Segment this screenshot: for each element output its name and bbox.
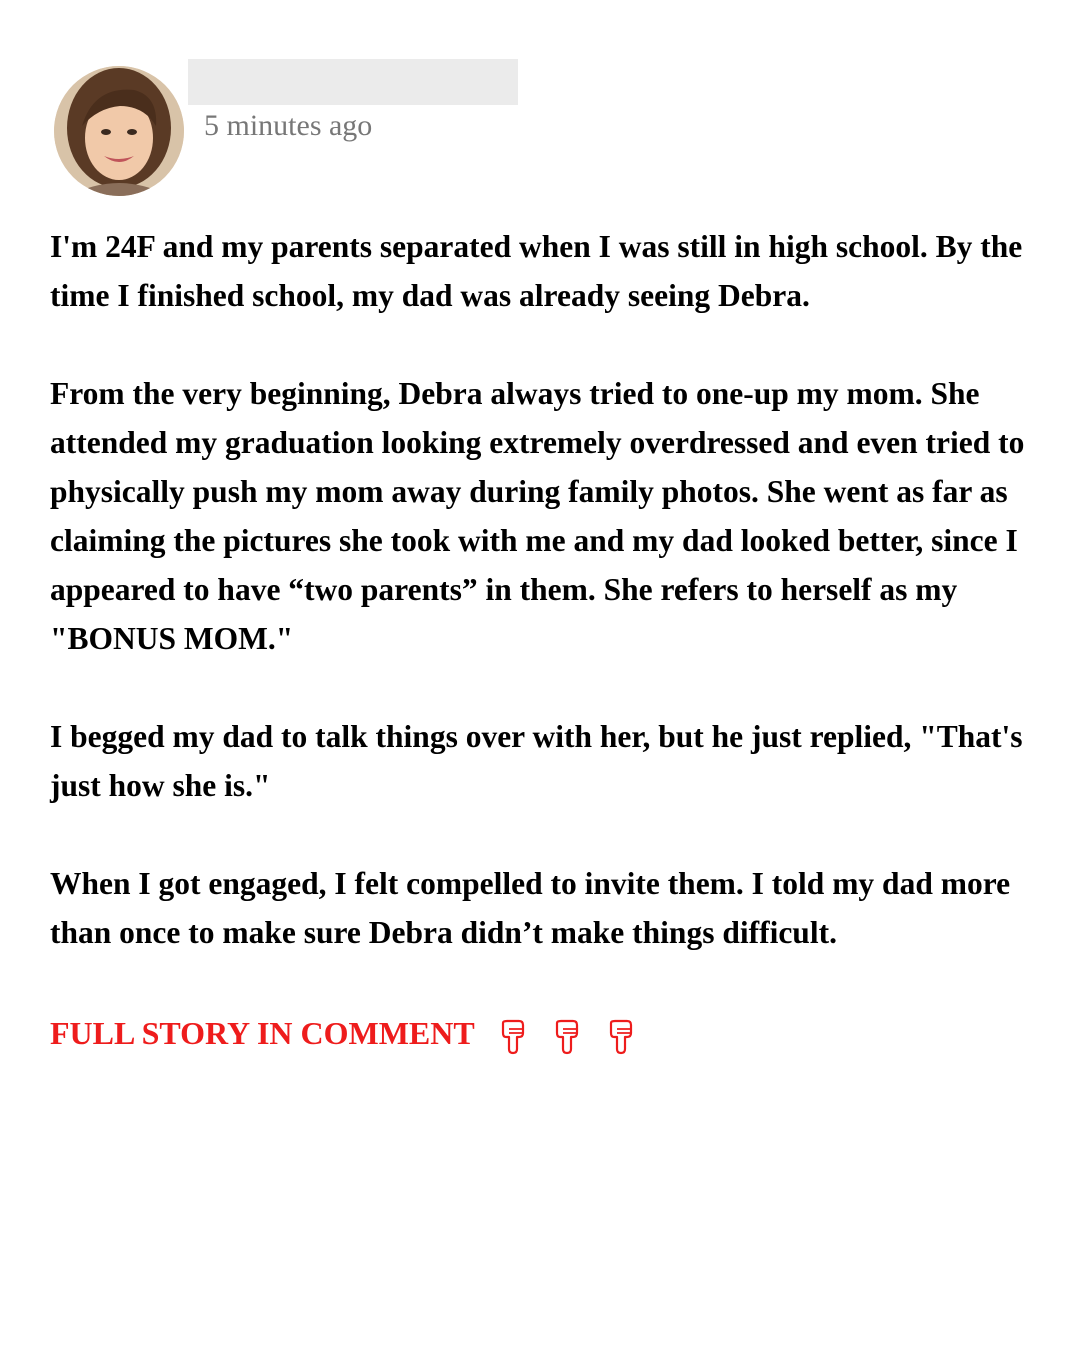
post-header: [54, 66, 1034, 198]
full-story-cta[interactable]: [50, 1006, 649, 1058]
avatar[interactable]: [54, 66, 184, 196]
pointing-hands: [495, 1009, 649, 1058]
avatar-portrait: [54, 66, 184, 196]
cta-label: FULL STORY IN COMMENT: [50, 1015, 475, 1052]
paragraph: I'm 24F and my parents separated when I was still in high school. By the time I finished school, my dad was already seeing Debra.: [50, 229, 1023, 313]
timestamp: 5 minutes ago: [204, 109, 373, 142]
hand-pointing-down-icon: [549, 1019, 585, 1055]
paragraph: When I got engaged, I felt compelled to invite them. I told my dad more than once to make sure Debra didn’t make things difficult.: [50, 866, 1011, 950]
post-body: [50, 222, 1035, 1006]
paragraph: I begged my dad to talk things over with her, but he just replied, "That's just how she is.": [50, 719, 1023, 803]
username-placeholder[interactable]: [188, 59, 518, 105]
hand-pointing-down-icon: [603, 1019, 639, 1055]
paragraph: From the very beginning, Debra always tried to one-up my mom. She attended my graduation looking extremely overdressed and even tried to physically push my mom away during family photos. She went as far as claiming the pictures she took with me and my dad looked better, since I appeared to have “two parents” in them. She refers to herself as my "BONUS MOM.": [50, 376, 1025, 656]
hand-pointing-down-icon: [495, 1019, 531, 1055]
